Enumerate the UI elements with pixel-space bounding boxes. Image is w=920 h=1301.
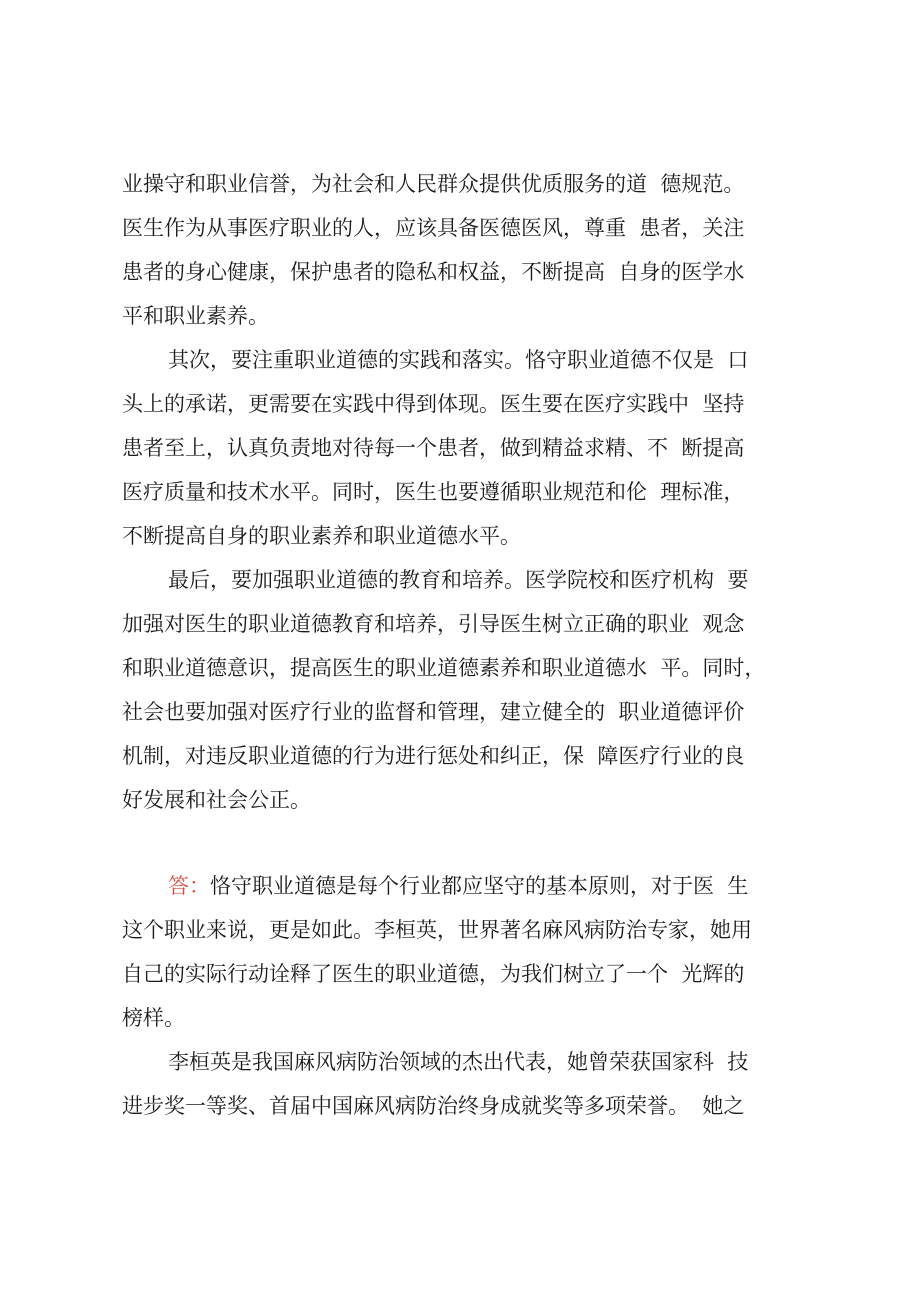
text-line: 进步奖一等奖、首届中国麻风病防治终身成就奖等多项荣誉。 她之	[122, 1094, 745, 1118]
document-body	[122, 162, 812, 1128]
text-line: 医生作为从事医疗职业的人，应该具备医德医风，尊重 患者，关注	[122, 216, 745, 240]
text-line: 医疗质量和技术水平。同时，医生也要遵循职业规范和伦 理标准，	[122, 480, 745, 504]
answer-label: 答：	[168, 874, 210, 898]
text-line: 患者至上，认真负责地对待每一个患者，做到精益求精、不 断提高	[122, 436, 745, 460]
text-line: 患者的身心健康，保护患者的隐私和权益，不断提高 自身的医学水	[122, 260, 745, 284]
text-line: 社会也要加强对医疗行业的监督和管理，建立健全的 职业道德评价	[122, 700, 745, 724]
paragraph-gap	[122, 822, 812, 864]
text-line: 平和职业素养。	[122, 304, 269, 328]
answer-text: 恪守职业道德是每个行业都应坚守的基本原则，对于医 生	[210, 874, 749, 898]
text-line: 其次，要注重职业道德的实践和落实。恪守职业道德不仅是 口	[168, 348, 749, 372]
text-line: 榜样。	[122, 1006, 185, 1030]
text-line: 头上的承诺，更需要在实践中得到体现。医生要在医疗实践中 坚持	[122, 392, 745, 416]
text-line: 这个职业来说，更是如此。李桓英，世界著名麻风病防治专家，她用	[122, 918, 752, 942]
text-line: 业操守和职业信誉，为社会和人民群众提供优质服务的道 德规范。	[122, 172, 745, 196]
answer-line	[122, 864, 812, 908]
text-line: 最后，要加强职业道德的教育和培养。医学院校和医疗机构 要	[168, 568, 749, 592]
text-line: 机制，对违反职业道德的行为进行惩处和纠正，保 障医疗行业的良	[122, 744, 745, 768]
text-line: 加强对医生的职业道德教育和培养，引导医生树立正确的职业 观念	[122, 612, 745, 636]
text-line: 好发展和社会公正。	[122, 788, 311, 812]
text-line: 和职业道德意识，提高医生的职业道德素养和职业道德水 平。同时，	[122, 656, 766, 680]
text-line: 李桓英是我国麻风病防治领域的杰出代表，她曾荣获国家科 技	[168, 1050, 749, 1074]
text-line: 自己的实际行动诠释了医生的职业道德，为我们树立了一个 光辉的	[122, 962, 745, 986]
text-line: 不断提高自身的职业素养和职业道德水平。	[122, 524, 521, 548]
